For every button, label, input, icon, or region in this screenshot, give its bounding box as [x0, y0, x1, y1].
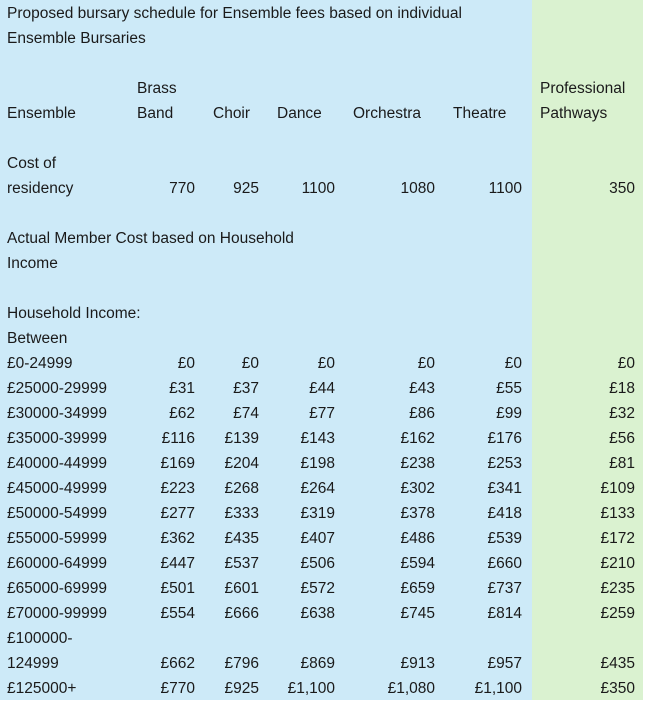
table-cell: £143 [300, 430, 335, 447]
table-cell: £55 [496, 380, 522, 397]
actual-cost-line2: Income [7, 255, 58, 272]
band-125k: £125000+ [7, 680, 77, 697]
table-cell: £238 [400, 455, 435, 472]
table-cell: £99 [496, 405, 522, 422]
table-cell: £302 [400, 480, 435, 497]
income-band-label: £55000-59999 [7, 530, 107, 547]
table-cell: £259 [600, 605, 635, 622]
income-label-line2: Between [7, 330, 68, 347]
title-line-2: Ensemble Bursaries [7, 30, 146, 47]
table-cell: £0 [417, 355, 435, 372]
cost-value: 1100 [488, 180, 522, 197]
income-band-label: £50000-54999 [7, 505, 107, 522]
table-cell: £638 [300, 605, 335, 622]
table-cell: £486 [400, 530, 435, 547]
income-band-label: £60000-64999 [7, 555, 107, 572]
table-cell: £0 [617, 355, 635, 372]
cost-value: 925 [233, 180, 259, 197]
table-cell: £435 [224, 530, 259, 547]
table-cell: £447 [160, 555, 195, 572]
table-cell: £407 [300, 530, 335, 547]
table-cell: £56 [609, 430, 635, 447]
table-cell: £770 [160, 680, 195, 697]
band-100k-line2: 124999 [7, 655, 59, 672]
table-cell: £737 [487, 580, 522, 597]
table-cell: £1,100 [287, 680, 335, 697]
table-cell: £44 [309, 380, 335, 397]
table-cell: £162 [400, 430, 435, 447]
table-cell: £176 [487, 430, 522, 447]
table-cell: £869 [300, 655, 335, 672]
table-cell: £169 [160, 455, 195, 472]
table-cell: £913 [400, 655, 435, 672]
table-cell: £133 [600, 505, 635, 522]
table-cell: £172 [600, 530, 635, 547]
income-band-label: £0-24999 [7, 355, 73, 372]
table-cell: £925 [224, 680, 259, 697]
table-cell: £264 [300, 480, 335, 497]
income-band-label: £65000-69999 [7, 580, 107, 597]
band-100k-line1: £100000- [7, 630, 73, 647]
table-cell: £537 [224, 555, 259, 572]
header-brass-line2: Band [137, 105, 174, 122]
table-cell: £223 [160, 480, 195, 497]
income-label-line1: Household Income: [7, 305, 141, 322]
table-cell: £37 [233, 380, 259, 397]
header-dance: Dance [277, 105, 322, 122]
table-cell: £601 [224, 580, 259, 597]
table-cell: £81 [609, 455, 635, 472]
cost-label-line2: residency [7, 180, 74, 197]
income-band-label: £25000-29999 [7, 380, 107, 397]
table-cell: £116 [161, 430, 195, 447]
table-cell: £43 [409, 380, 435, 397]
table-cell: £572 [300, 580, 335, 597]
table-cell: £86 [409, 405, 435, 422]
table-cell: £796 [224, 655, 259, 672]
table-cell: £501 [160, 580, 195, 597]
table-cell: £814 [487, 605, 522, 622]
title-line-1: Proposed bursary schedule for Ensemble fees based on individual [7, 5, 462, 22]
header-pathways-line2: Pathways [540, 105, 608, 122]
table-cell: £350 [600, 680, 635, 697]
table-cell: £74 [233, 405, 259, 422]
table-cell: £418 [487, 505, 522, 522]
header-ensemble: Ensemble [7, 105, 76, 122]
income-band-label: £30000-34999 [7, 405, 107, 422]
table-cell: £957 [487, 655, 522, 672]
income-band-label: £40000-44999 [7, 455, 107, 472]
header-choir: Choir [213, 105, 251, 122]
table-cell: £341 [487, 480, 522, 497]
table-cell: £0 [317, 355, 335, 372]
table-cell: £594 [400, 555, 435, 572]
table-cell: £139 [224, 430, 259, 447]
cost-value: 1080 [400, 180, 435, 197]
header-pathways-line1: Professional [540, 80, 626, 97]
header-brass-line1: Brass [137, 80, 177, 97]
table-cell: £277 [160, 505, 195, 522]
table-cell: £235 [600, 580, 635, 597]
header-orchestra: Orchestra [353, 105, 422, 122]
table-cell: £319 [300, 505, 335, 522]
table-cell: £378 [400, 505, 435, 522]
cost-value: 770 [169, 180, 195, 197]
table-cell: £745 [400, 605, 435, 622]
table-cell: £0 [177, 355, 195, 372]
table-cell: £204 [224, 455, 259, 472]
table-cell: £268 [224, 480, 259, 497]
table-cell: £539 [487, 530, 522, 547]
cost-label-line1: Cost of [7, 155, 57, 172]
table-cell: £660 [487, 555, 522, 572]
table-cell: £198 [300, 455, 335, 472]
table-cell: £1,080 [387, 680, 435, 697]
table-cell: £0 [241, 355, 259, 372]
table-cell: £333 [224, 505, 259, 522]
table-cell: £554 [160, 605, 195, 622]
income-band-label: £70000-99999 [7, 605, 107, 622]
actual-cost-line1: Actual Member Cost based on Household [7, 230, 294, 247]
table-cell: £666 [224, 605, 259, 622]
table-cell: £1,100 [474, 680, 522, 697]
income-band-label: £35000-39999 [7, 430, 107, 447]
cost-value: 350 [609, 180, 635, 197]
table-cell: £62 [169, 405, 195, 422]
table-cell: £109 [600, 480, 635, 497]
table-cell: £18 [609, 380, 635, 397]
table-cell: £253 [487, 455, 522, 472]
table-cell: £0 [504, 355, 522, 372]
income-band-label: £45000-49999 [7, 480, 107, 497]
table-cell: £77 [309, 405, 335, 422]
table-cell: £210 [600, 555, 635, 572]
header-theatre: Theatre [453, 105, 507, 122]
table-cell: £435 [600, 655, 635, 672]
table-cell: £362 [160, 530, 195, 547]
table-cell: £506 [300, 555, 335, 572]
table-cell: £31 [169, 380, 195, 397]
cost-value: 1100 [301, 180, 335, 197]
table-cell: £659 [400, 580, 435, 597]
table-cell: £662 [160, 655, 195, 672]
table-cell: £32 [609, 405, 635, 422]
